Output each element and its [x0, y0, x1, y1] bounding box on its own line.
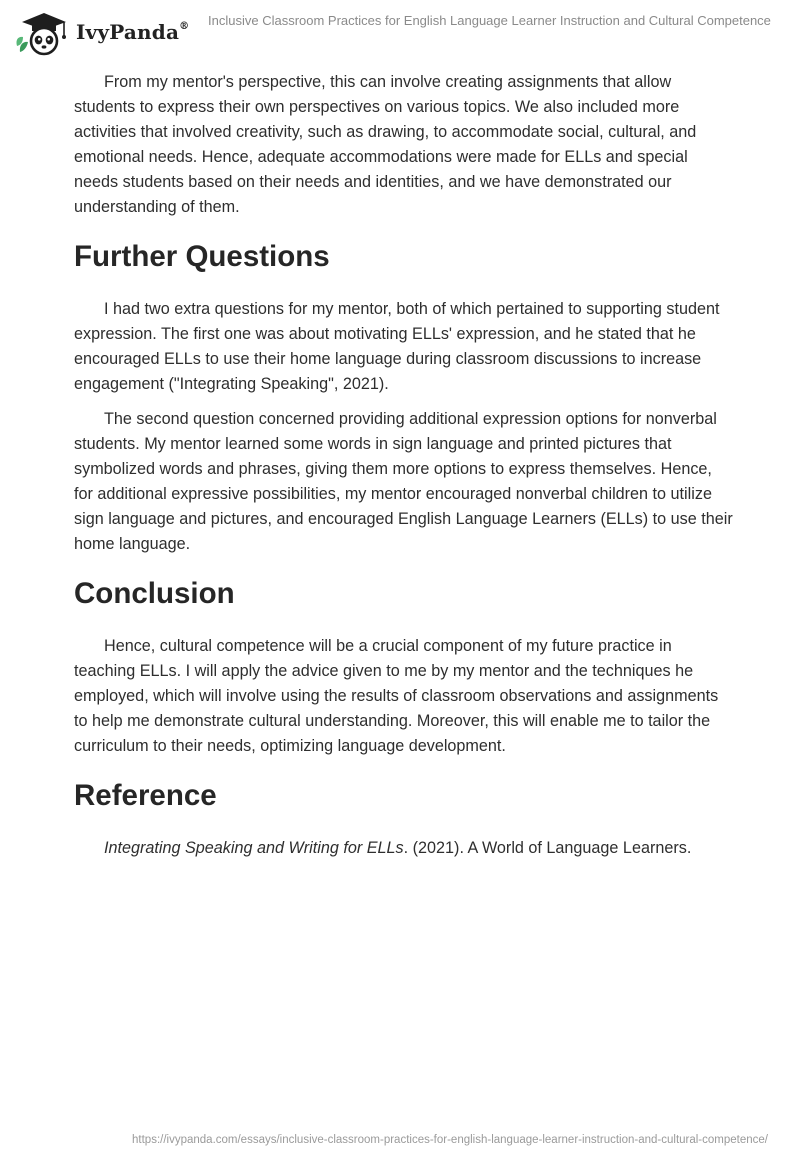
page-header	[0, 0, 800, 62]
body-paragraph: I had two extra questions for my mentor, both of which pertained to supporting student expression. The first one was about motivating ELLs' expression, and he stated that he encouraged ELLs to use their home language during classroom discussions to increase engagement ("Integrating Speaking", 2021).	[74, 300, 720, 393]
section-heading-conclusion: Conclusion	[74, 577, 235, 610]
section-heading-reference: Reference	[74, 779, 217, 812]
ivypanda-logo[interactable]	[14, 8, 189, 56]
essay-content	[74, 70, 734, 871]
body-paragraph: From my mentor's perspective, this can involve creating assignments that allow students to express their own perspectives on various topics. We also included more activities that involved creativity, such as drawing, to accommodate social, cultural, and emotional needs. Hence, adequate accommodations were made for ELLs and special needs students based on their needs and identities, and we have demonstrated our understanding of them.	[74, 73, 697, 216]
document-title: Inclusive Classroom Practices for English Language Learner Instruction and Cultural Competence	[208, 13, 771, 28]
body-paragraph: The second question concerned providing additional expression options for nonverbal students. My mentor learned some words in sign language and printed pictures that symbolized words and phrases, giving them more options to express themselves. Hence, for additional expressive possibilities, my mentor encouraged nonverbal children to utilize sign language and pictures, and encouraged English Language Learners (ELLs) to use their home language.	[74, 410, 733, 553]
section-heading-further-questions: Further Questions	[74, 240, 330, 273]
logo-text: IvyPanda®	[76, 20, 190, 44]
reference-details: . (2021). A World of Language Learners.	[403, 839, 692, 857]
reference-entry	[74, 836, 734, 861]
body-paragraph: Hence, cultural competence will be a crucial component of my future practice in teaching ELLs. I will apply the advice given to me by my mentor and the techniques he employed, which will involve using the results of classroom observations and assignments to help me demonstrate cultural understanding. Moreover, this will enable me to tailor the curriculum to their needs, optimizing language development.	[74, 637, 719, 755]
reference-title: Integrating Speaking and Writing for ELLs	[104, 839, 404, 857]
source-url[interactable]: https://ivypanda.com/essays/inclusive-classroom-practices-for-english-language-learner-instruction-and-cultural-competence/	[132, 1134, 768, 1146]
panda-graduate-icon	[14, 8, 70, 56]
registered-mark: ®	[179, 21, 190, 33]
